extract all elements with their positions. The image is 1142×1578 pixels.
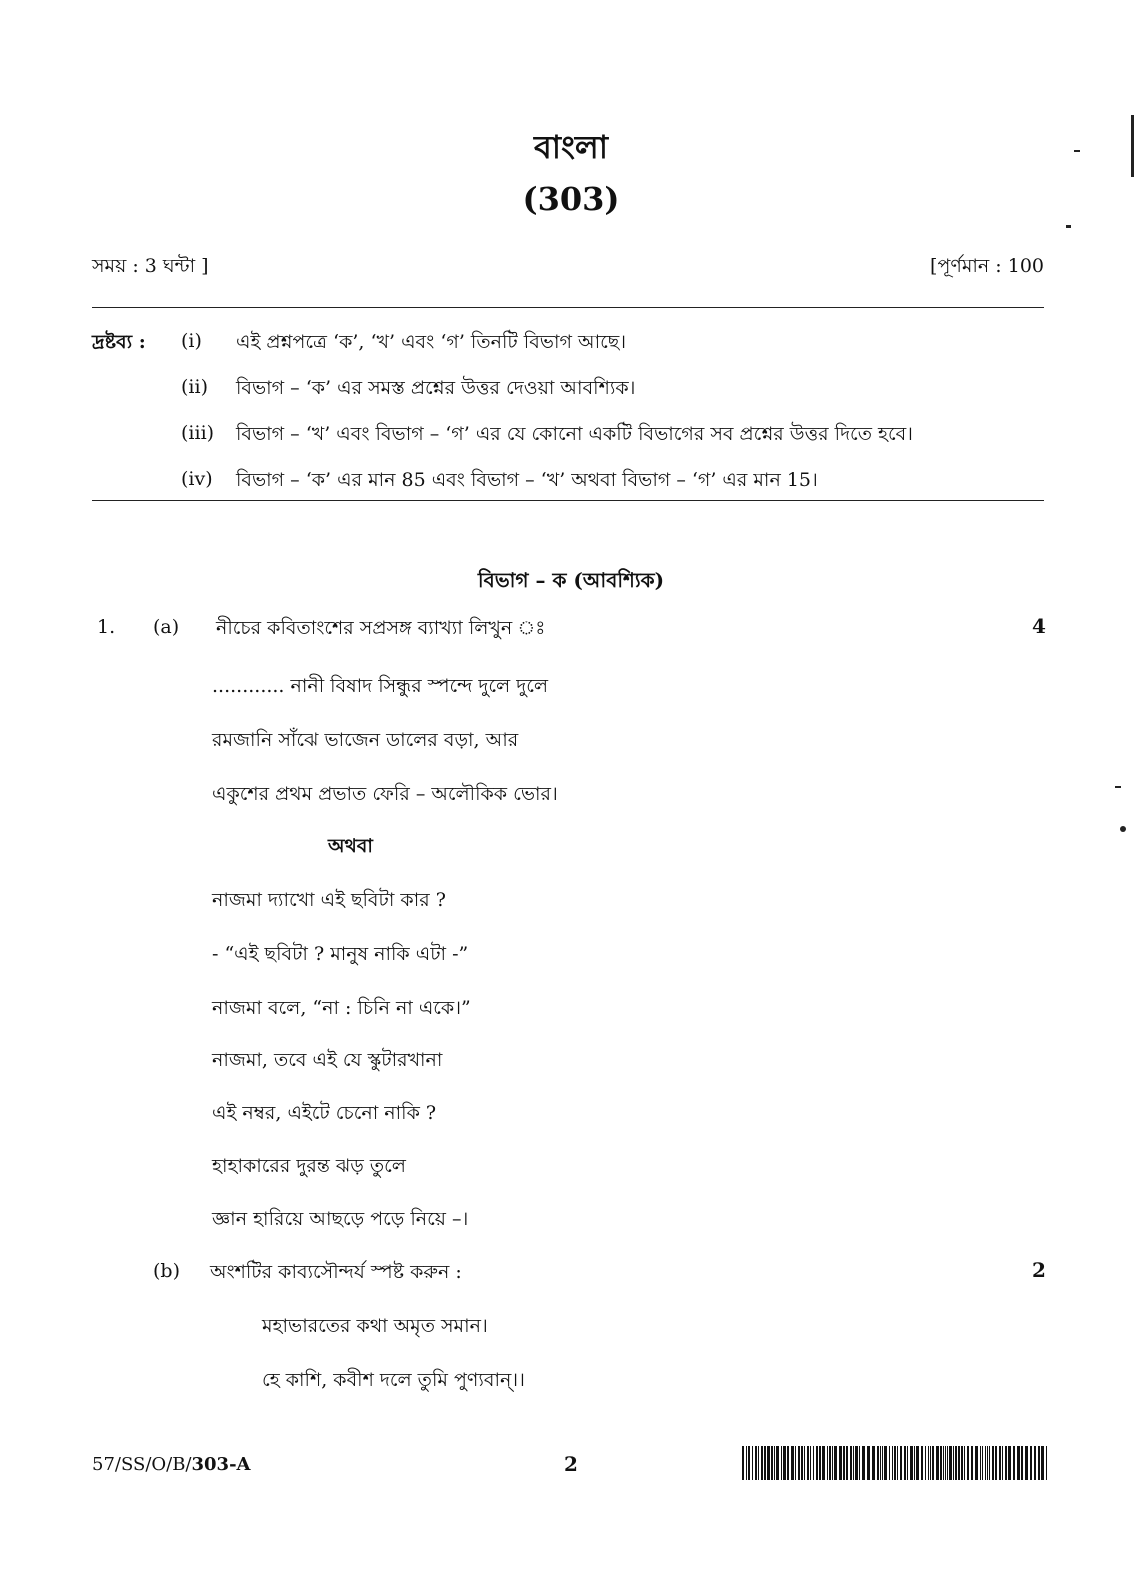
poem-line: নাজমা বলে, “না : চিনি না একে।” — [212, 997, 471, 1019]
note-number: (ii) — [181, 376, 208, 398]
scan-mark — [1066, 225, 1071, 228]
scan-mark — [1131, 115, 1134, 177]
question-text: অংশটির কাব্যসৌন্দর্য স্পষ্ট করুন : — [210, 1261, 462, 1283]
scan-mark — [1120, 826, 1126, 832]
question-part-label: (b) — [153, 1260, 180, 1282]
poem-line: এই নম্বর, এইটে চেনো নাকি ? — [212, 1102, 437, 1124]
question-marks: 2 — [1032, 1258, 1046, 1282]
note-number: (i) — [181, 330, 202, 352]
exam-duration: সময় : 3 ঘন্টা ] — [92, 255, 209, 277]
note-text: বিভাগ – ‘ক’ এর সমস্ত প্রশ্নের উত্তর দেওয়া আবশ্যিক। — [236, 377, 636, 399]
full-marks: [পূর্ণমান : 100 — [930, 255, 1044, 277]
poem-line: একুশের প্রথম প্রভাত ফেরি – অলৌকিক ভোর। — [212, 783, 558, 805]
poem-line: রমজানি সাঁঝে ভাজেন ডালের বড়া, আর — [212, 729, 519, 751]
poem-line: জ্ঞান হারিয়ে আছড়ে পড়ে নিয়ে –। — [212, 1208, 469, 1230]
poem-line: হে কাশি, কবীশ দলে তুমি পুণ্যবান্।। — [262, 1369, 525, 1391]
scan-mark — [1074, 150, 1080, 152]
poem-line: হাহাকারের দুরন্ত ঝড় তুলে — [212, 1155, 406, 1177]
poem-line: নাজমা, তবে এই যে স্কুটারখানা — [212, 1049, 443, 1071]
subject-title: বাংলা — [534, 128, 608, 166]
notes-label: দ্রষ্টব্য : — [92, 331, 146, 353]
note-number: (iv) — [181, 468, 213, 490]
question-part-label: (a) — [153, 616, 180, 638]
note-text: এই প্রশ্নপত্রে ‘ক’, ‘খ’ এবং ‘গ’ তিনটি বিভাগ আছে। — [236, 331, 627, 353]
note-text: বিভাগ – ‘খ’ এবং বিভাগ – ‘গ’ এর যে কোনো একটি বিভাগের সব প্রশ্নের উত্তর দিতে হবে। — [236, 423, 913, 445]
paper-code: 57/SS/O/B/303-A — [92, 1454, 251, 1475]
section-heading: বিভাগ – ক (আবশ্যিক) — [477, 568, 665, 592]
bottom-divider — [92, 500, 1044, 501]
barcode — [742, 1446, 1047, 1480]
subject-code: (303) — [522, 180, 620, 218]
top-divider — [92, 307, 1044, 308]
note-number: (iii) — [181, 422, 215, 444]
question-text: নীচের কবিতাংশের সপ্রসঙ্গ ব্যাখ্যা লিখুন ঃ — [216, 617, 546, 639]
poem-line: ............ নানী বিষাদ সিন্ধুর স্পন্দে দুলে দুলে — [212, 675, 549, 697]
question-marks: 4 — [1032, 614, 1046, 638]
scan-mark — [1115, 786, 1121, 788]
poem-line: - “এই ছবিটা ? মানুষ নাকি এটা -” — [212, 943, 469, 965]
poem-line: নাজমা দ্যাখো এই ছবিটা কার ? — [212, 889, 446, 911]
poem-line: মহাভারতের কথা অমৃত সমান। — [262, 1315, 488, 1337]
or-label: অথবা — [328, 835, 373, 857]
page-number: 2 — [564, 1452, 578, 1476]
question-number: 1. — [97, 616, 116, 638]
note-text: বিভাগ – ‘ক’ এর মান 85 এবং বিভাগ – ‘খ’ অথবা বিভাগ – ‘গ’ এর মান 15। — [236, 469, 818, 491]
